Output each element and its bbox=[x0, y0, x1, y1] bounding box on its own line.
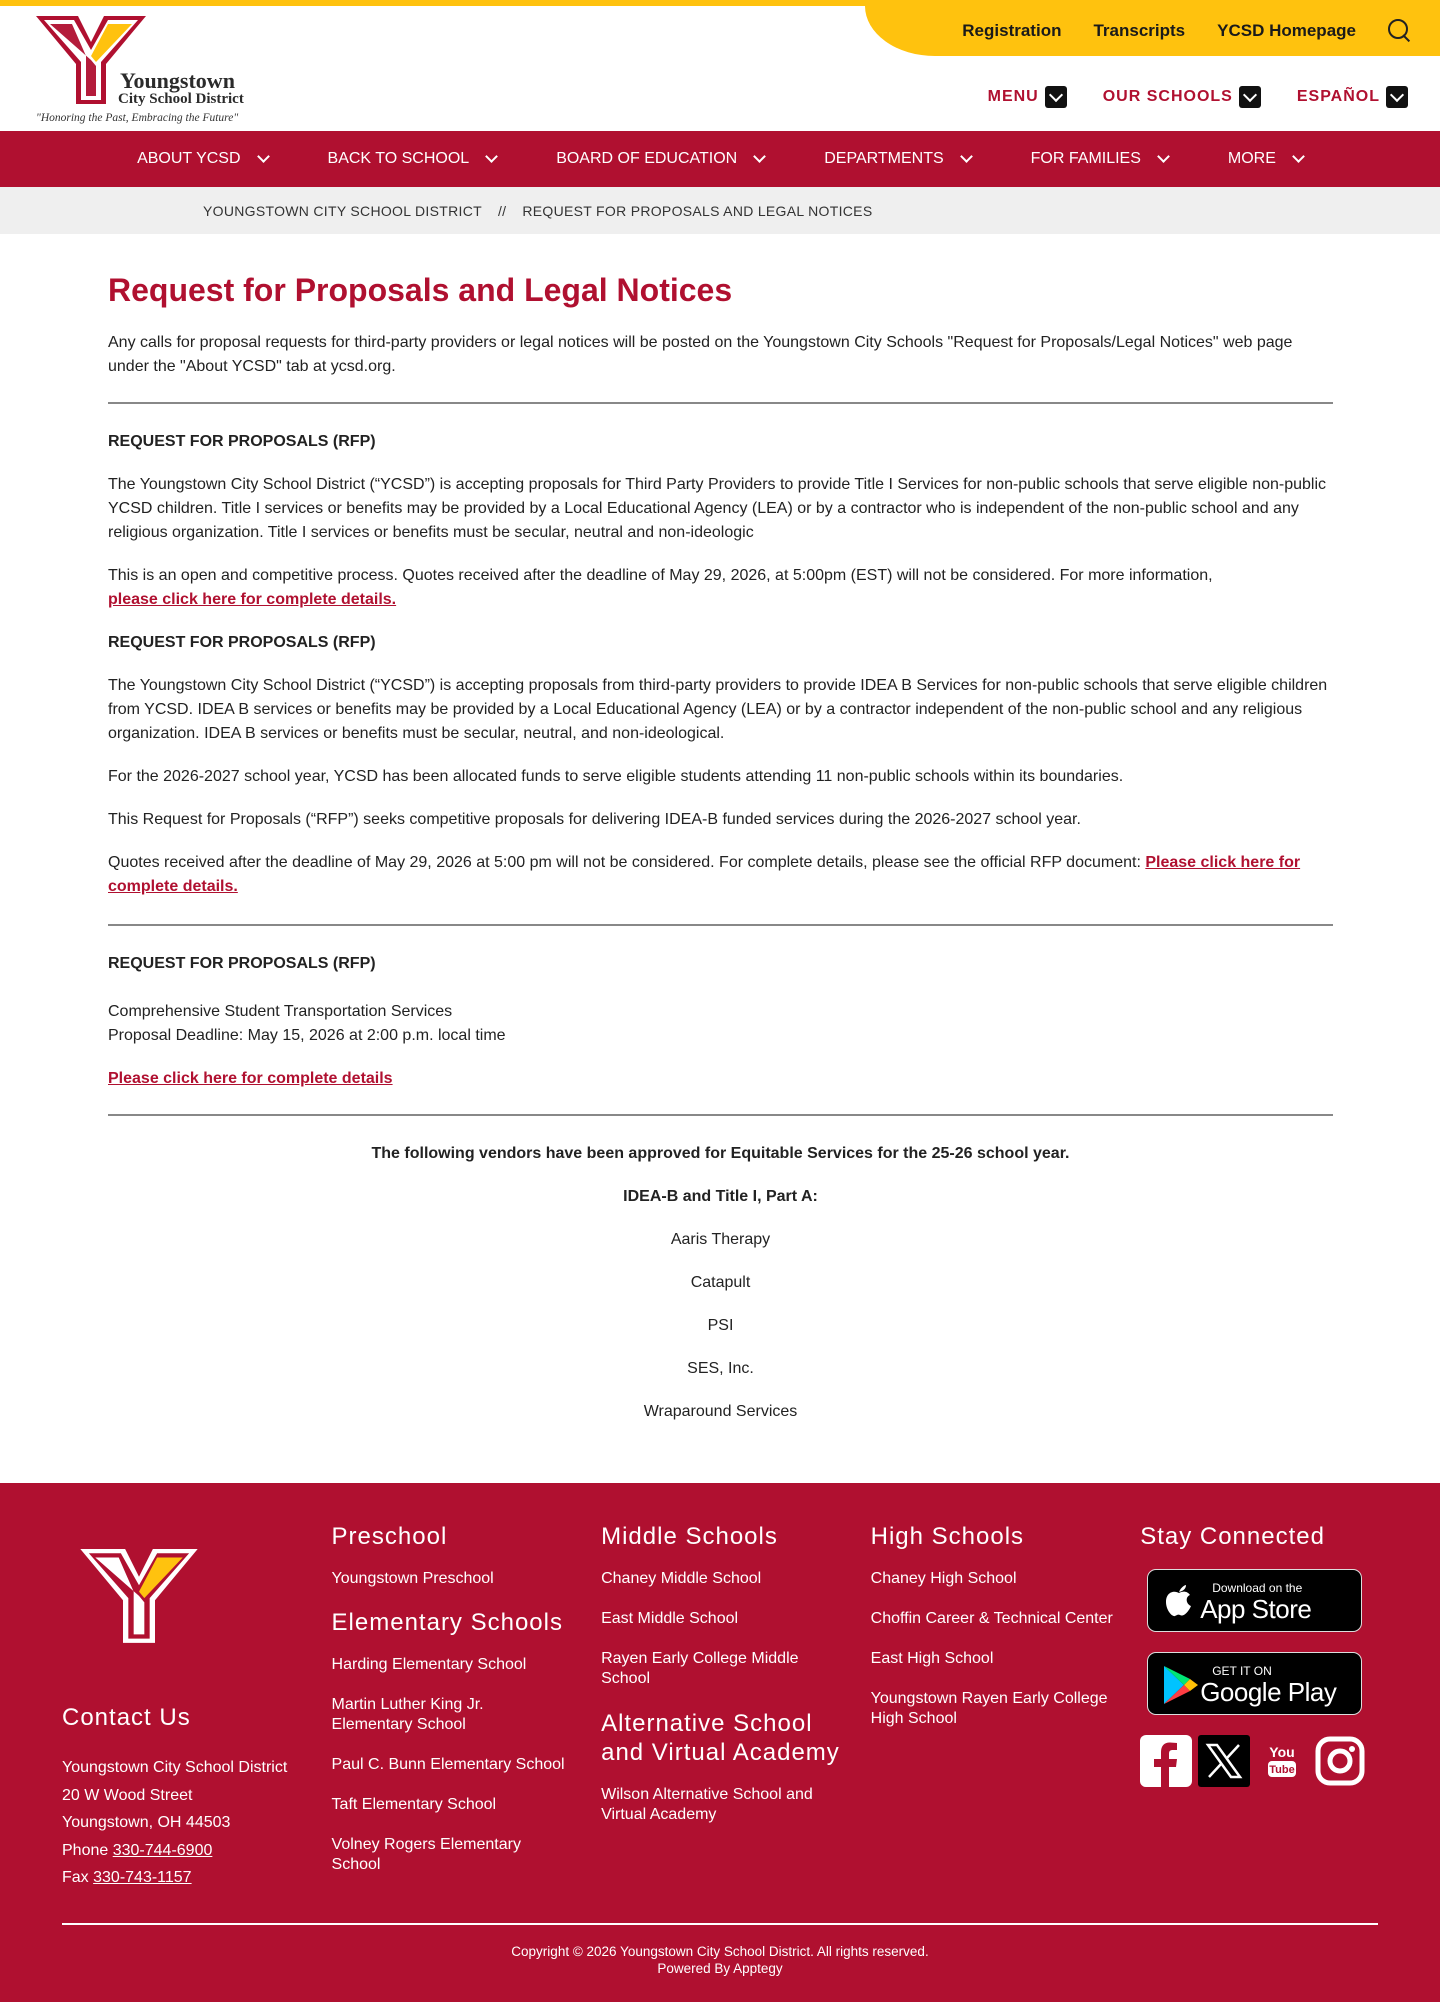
contact-phone bbox=[62, 1837, 332, 1865]
rfp3-link-row bbox=[108, 1067, 1333, 1091]
school-link[interactable]: Martin Luther King Jr. Elementary School bbox=[331, 1696, 484, 1733]
footer-contact-column bbox=[62, 1523, 332, 1895]
nav-label: BACK TO SCHOOL bbox=[327, 150, 470, 167]
facebook-icon[interactable] bbox=[1140, 1735, 1192, 1787]
rfp1-deadline-text: This is an open and competitive process. Quotes received after the deadline of May 29, 2026, at 5:00pm (EST) will not be considered. For more information, bbox=[108, 567, 1213, 584]
school-link[interactable]: Chaney High School bbox=[870, 1570, 1017, 1587]
contact-street: 20 W Wood Street bbox=[62, 1786, 193, 1804]
social-links bbox=[1140, 1735, 1378, 1787]
svg-text:You: You bbox=[1269, 1744, 1295, 1760]
nav-label: DEPARTMENTS bbox=[824, 150, 944, 167]
fax-link[interactable]: 330-743-1157 bbox=[93, 1869, 192, 1886]
footer-divider bbox=[62, 1923, 1378, 1925]
district-logo[interactable] bbox=[36, 16, 256, 126]
x-icon[interactable] bbox=[1198, 1735, 1250, 1787]
nav-back-to-school[interactable] bbox=[328, 150, 497, 168]
breadcrumb-separator: // bbox=[497, 202, 507, 219]
rfp2-heading: REQUEST FOR PROPOSALS (RFP) bbox=[108, 634, 376, 651]
vendor-item: SES, Inc. bbox=[687, 1360, 754, 1377]
app-store-big: App Store bbox=[1200, 1594, 1312, 1624]
nav-label: ABOUT YCSD bbox=[137, 150, 241, 167]
dropdown-nav bbox=[952, 86, 1408, 108]
menu-label: MENU bbox=[987, 88, 1039, 105]
footer-high-column bbox=[871, 1523, 1141, 1895]
apple-icon bbox=[1164, 1583, 1194, 1617]
chevron-down-icon bbox=[1239, 86, 1261, 108]
our-schools-dropdown[interactable] bbox=[1103, 86, 1261, 108]
logo-line1: Youngstown bbox=[120, 68, 235, 93]
nav-label: MORE bbox=[1227, 150, 1276, 167]
rfp3-details-link[interactable]: Please click here for complete details bbox=[108, 1070, 393, 1087]
google-play-icon bbox=[1160, 1664, 1200, 1706]
google-play-big: Google Play bbox=[1200, 1677, 1337, 1707]
rfp2-allocation: For the 2026-2027 school year, YCSD has been allocated funds to serve eligible students attending 11 non-public schools within its boundaries. bbox=[108, 768, 1124, 785]
main-content bbox=[0, 234, 1332, 1483]
breadcrumb-home[interactable]: YOUNGSTOWN CITY SCHOOL DISTRICT bbox=[203, 202, 482, 219]
espanol-label: ESPAÑOL bbox=[1296, 88, 1380, 105]
powered-by[interactable]: Powered By Apptegy bbox=[657, 1961, 783, 1976]
instagram-icon[interactable] bbox=[1314, 1735, 1366, 1787]
school-link[interactable]: Paul C. Bunn Elementary School bbox=[331, 1756, 565, 1773]
breadcrumb bbox=[0, 187, 1440, 234]
menu-dropdown[interactable] bbox=[988, 86, 1067, 108]
copyright bbox=[0, 1943, 1440, 1977]
contact-fax bbox=[62, 1864, 332, 1892]
chevron-down-icon bbox=[257, 150, 270, 163]
copyright-text: Copyright © 2026 Youngstown City School District. All rights reserved. bbox=[511, 1944, 929, 1959]
footer-connect-column bbox=[1140, 1523, 1378, 1895]
school-link[interactable]: Chaney Middle School bbox=[601, 1570, 762, 1587]
rfp3-title: Comprehensive Student Transportation Services bbox=[108, 1003, 453, 1020]
elementary-heading: Elementary Schools bbox=[331, 1609, 563, 1636]
rfp1-deadline bbox=[108, 564, 1333, 612]
rfp3-heading: REQUEST FOR PROPOSALS (RFP) bbox=[108, 955, 376, 972]
school-link[interactable]: Rayen Early College Middle School bbox=[601, 1650, 799, 1687]
nav-label: FOR FAMILIES bbox=[1030, 150, 1141, 167]
app-store-small: Download on the bbox=[1212, 1581, 1303, 1595]
divider bbox=[108, 1114, 1333, 1116]
nav-for-families[interactable] bbox=[1031, 150, 1168, 168]
rfp2-details-link[interactable]: Please click here for complete details. bbox=[108, 854, 1301, 895]
rfp2-scope: This Request for Proposals (“RFP”) seeks competitive proposals for delivering IDEA-B funded services during the 2026-2027 school year. bbox=[108, 811, 1081, 828]
rfp3-deadline: Proposal Deadline: May 15, 2026 at 2:00 p.m. local time bbox=[108, 1027, 506, 1044]
nav-departments[interactable] bbox=[824, 150, 970, 168]
school-link[interactable]: Choffin Career & Technical Center bbox=[870, 1610, 1113, 1627]
chevron-down-icon bbox=[753, 150, 766, 163]
vendor-list bbox=[108, 1142, 1332, 1424]
our-schools-label: OUR SCHOOLS bbox=[1102, 88, 1233, 105]
alternative-heading: Alternative School and Virtual Academy bbox=[601, 1710, 840, 1766]
nav-label: BOARD OF EDUCATION bbox=[556, 150, 738, 167]
footer-middle-column bbox=[601, 1523, 871, 1895]
transcripts-link[interactable]: Transcripts bbox=[1093, 21, 1186, 40]
page-title: Request for Proposals and Legal Notices bbox=[108, 272, 733, 308]
ycsd-homepage-link[interactable]: YCSD Homepage bbox=[1217, 21, 1356, 40]
rfp1-heading: REQUEST FOR PROPOSALS (RFP) bbox=[108, 433, 376, 450]
divider bbox=[108, 402, 1333, 404]
fax-label: Fax bbox=[62, 1869, 94, 1886]
app-store-button[interactable] bbox=[1147, 1569, 1362, 1632]
connected-heading: Stay Connected bbox=[1140, 1523, 1325, 1550]
rfp1-details-link[interactable]: please click here for complete details. bbox=[108, 591, 397, 608]
vendors-subheading: IDEA-B and Title I, Part A: bbox=[623, 1188, 818, 1205]
vendor-item: Catapult bbox=[690, 1274, 751, 1291]
rfp3-details bbox=[108, 1000, 1333, 1048]
rfp2-deadline bbox=[108, 851, 1333, 899]
google-play-button[interactable] bbox=[1147, 1652, 1362, 1715]
contact-heading: Contact Us bbox=[62, 1704, 191, 1731]
vendor-item: Wraparound Services bbox=[643, 1403, 798, 1420]
vendors-heading: The following vendors have been approved for Equitable Services for the 25-26 school year. bbox=[371, 1145, 1070, 1162]
chevron-down-icon bbox=[1386, 86, 1408, 108]
school-link[interactable]: Harding Elementary School bbox=[331, 1656, 527, 1673]
high-heading: High Schools bbox=[870, 1523, 1025, 1550]
phone-link[interactable]: 330-744-6900 bbox=[112, 1841, 213, 1859]
svg-text:Tube: Tube bbox=[1269, 1764, 1295, 1776]
school-link[interactable]: Youngstown Rayen Early College High School bbox=[870, 1690, 1108, 1727]
main-nav bbox=[0, 131, 1440, 187]
y-logo-icon[interactable] bbox=[80, 1549, 198, 1645]
utility-bar bbox=[865, 6, 1440, 56]
school-link[interactable]: Youngstown Preschool bbox=[331, 1570, 494, 1587]
rfp1-description: The Youngstown City School District (“YCSD”) is accepting proposals for Third Party Providers to provide Title I Services for non-public schools that serve eligible non-public YCSD children. Title I services or benefits may be provided by a Local Educational Agency (LEA) or by a contractor who is independent of the non-public school and any religious organization. Title I services or benefits must be secular, neutral and non-ideologic bbox=[108, 476, 1327, 541]
footer-preschool-column bbox=[332, 1523, 602, 1895]
vendor-item: PSI bbox=[707, 1317, 734, 1334]
divider bbox=[108, 924, 1333, 926]
nav-more[interactable] bbox=[1228, 150, 1303, 168]
espanol-dropdown[interactable] bbox=[1297, 86, 1408, 108]
phone-label: Phone bbox=[62, 1841, 113, 1859]
site-footer bbox=[0, 1483, 1440, 2002]
preschool-heading: Preschool bbox=[331, 1523, 448, 1550]
school-link[interactable]: East Middle School bbox=[601, 1610, 739, 1627]
school-link[interactable]: Volney Rogers Elementary School bbox=[331, 1836, 521, 1873]
chevron-down-icon bbox=[960, 150, 973, 163]
breadcrumb-current: REQUEST FOR PROPOSALS AND LEGAL NOTICES bbox=[522, 202, 873, 219]
logo-line2: City School District bbox=[118, 91, 244, 107]
google-play-small: GET IT ON bbox=[1212, 1664, 1272, 1678]
registration-link[interactable]: Registration bbox=[962, 21, 1062, 40]
rfp2-description: The Youngstown City School District (“YCSD”) is accepting proposals from third-party providers to provide IDEA B Services for non-public schools that serve eligible children from YCSD. IDEA B services or benefits may be provided by a Local Educational Agency (LEA) or by a contractor independent of the non-public school and any religious organization. IDEA B services or benefits must be secular, neutral, and non-ideological. bbox=[108, 677, 1328, 742]
vendor-item: Aaris Therapy bbox=[670, 1231, 771, 1248]
rfp2-deadline-text: Quotes received after the deadline of May 29, 2026 at 5:00 pm will not be considered. For complete details, please see the official RFP document: bbox=[108, 854, 1141, 871]
chevron-down-icon bbox=[1045, 86, 1067, 108]
intro-text: Any calls for proposal requests for third-party providers or legal notices will be posted on the Youngstown City Schools "Request for Proposals/Legal Notices" web page under the "About YCSD" tab at ycsd.org. bbox=[108, 334, 1293, 375]
logo-tagline: "Honoring the Past, Embracing the Future" bbox=[36, 112, 239, 124]
search-icon[interactable] bbox=[1386, 18, 1412, 44]
chevron-down-icon bbox=[1292, 150, 1305, 163]
contact-name: Youngstown City School District bbox=[62, 1759, 288, 1776]
school-link[interactable]: Wilson Alternative School and Virtual Academy bbox=[601, 1786, 813, 1823]
nav-about-ycsd[interactable] bbox=[137, 150, 267, 168]
site-header bbox=[0, 6, 1440, 131]
chevron-down-icon bbox=[1157, 150, 1170, 163]
school-link[interactable]: Taft Elementary School bbox=[331, 1796, 497, 1813]
contact-city: Youngstown, OH 44503 bbox=[62, 1814, 231, 1831]
school-link[interactable]: East High School bbox=[870, 1650, 994, 1667]
chevron-down-icon bbox=[485, 150, 498, 163]
middle-heading: Middle Schools bbox=[601, 1523, 778, 1550]
nav-board-of-education[interactable] bbox=[556, 150, 764, 168]
youtube-icon[interactable] bbox=[1256, 1735, 1308, 1787]
